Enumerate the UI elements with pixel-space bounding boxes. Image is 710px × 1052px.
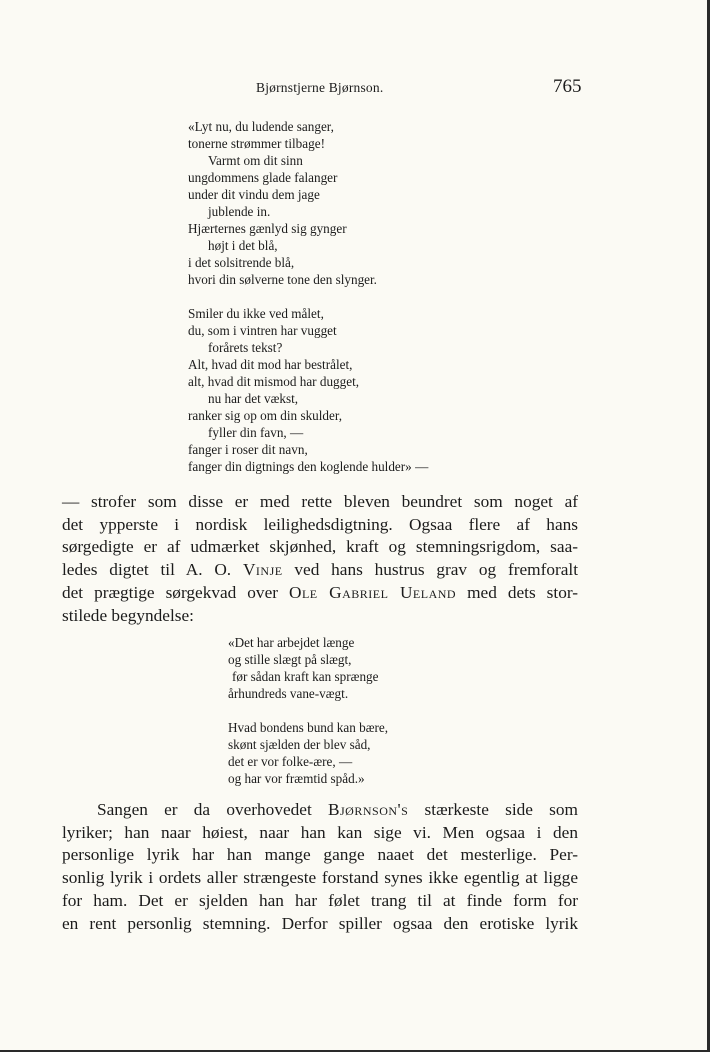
small-caps-name: Vinje [242, 560, 283, 580]
poem-line: jublende in. [208, 204, 271, 219]
text-line [62, 514, 578, 537]
poem-line: du, som i vintren har vugget [188, 323, 337, 338]
poem-line: tonerne strømmer tilbage! [188, 136, 325, 151]
text-line [62, 582, 578, 605]
poem-line: før sådan kraft kan sprænge [232, 669, 379, 684]
text-segment: — strofer som disse er med rette bleven beundret som noget af [62, 492, 578, 511]
text-line [62, 890, 578, 913]
text-line [62, 844, 578, 867]
poem-line: Varmt om dit sinn [208, 153, 303, 168]
small-caps-name: Bjørnson's [327, 800, 409, 819]
poem-line: ungdommens glade falanger [188, 170, 338, 185]
poem-stanza [188, 118, 428, 288]
text-segment: sørgedigte er af udmærket skjønhed, kraft og stemningsrigdom, saa- [62, 537, 578, 557]
text-segment: en rent personlig stemning. Derfor spiller ogsaa den erotiske lyrik [62, 913, 578, 933]
poem-line: nu har det vækst, [208, 391, 299, 406]
text-segment: sonlig lyrik i ordets aller strængeste forstand synes ikke egentlig at ligge [62, 868, 578, 888]
poem-line: og stille slægt på slægt, [228, 652, 352, 667]
poem-line: Hjærternes gænlyd sig gynger [188, 221, 347, 236]
text-segment: det ypperste i nordisk leilighedsdigtning. Ogsaa flere af hans [62, 514, 578, 534]
text-segment: med dets stor- [456, 582, 579, 602]
poem-line: forårets tekst? [208, 340, 283, 355]
text-line [62, 491, 578, 514]
text-line [62, 867, 578, 890]
poem-quote-1 [188, 118, 428, 492]
poem-line: i det solsitrende blå, [188, 255, 295, 270]
poem-line: under dit vindu dem jage [188, 187, 320, 202]
text-segment: personlige lyrik har han mange gange naaet det mesterlige. Per- [62, 845, 578, 865]
text-segment: stærkeste side som [408, 800, 578, 819]
paragraph-2 [62, 799, 578, 935]
poem-line: Hvad bondens bund kan bære, [228, 720, 389, 735]
poem-line: Smiler du ikke ved målet, [188, 306, 324, 321]
text-line [62, 913, 578, 936]
text-line [62, 559, 578, 582]
text-segment: ledes digtet til A. O. [62, 560, 243, 580]
poem-line: højt i det blå, [208, 238, 278, 253]
text-segment: for ham. Det er sjelden han har følet trang til at finde form for [62, 890, 578, 910]
poem-line: fanger din digtnings den koglende hulder» — [188, 459, 429, 474]
poem-line: fanger i roser dit navn, [188, 442, 308, 457]
poem-line: det er vor folke-ære, — [228, 754, 353, 769]
poem-line: Alt, hvad dit mod har bestrålet, [188, 357, 353, 372]
text-segment: stilede begyndelse: [62, 605, 194, 625]
text-segment: ved hans hustrus grav og fremforalt [282, 560, 579, 580]
text-segment: Sangen er da overhovedet [97, 800, 328, 819]
poem-quote-2 [228, 634, 388, 804]
poem-stanza [228, 719, 388, 787]
poem-line: «Det har arbejdet længe [228, 635, 355, 650]
poem-stanza [228, 634, 388, 702]
text-line [62, 822, 578, 845]
poem-line: og har vor fræmtid spåd.» [228, 771, 365, 786]
poem-stanza [188, 305, 428, 475]
text-segment: lyriker; han naar høiest, naar han kan sige vi. Men ogsaa i den [62, 822, 578, 842]
poem-line: ranker sig op om din skulder, [188, 408, 343, 423]
running-title: Bjørnstjerne Bjørnson. [256, 80, 384, 95]
text-line [62, 605, 578, 628]
text-line [62, 799, 578, 822]
paragraph-1 [62, 491, 578, 627]
poem-line: århundreds vane-vægt. [228, 686, 349, 701]
poem-line: hvori din sølverne tone den slynger. [188, 272, 377, 287]
small-caps-name: Ole Gabriel Ueland [289, 582, 457, 602]
poem-line: alt, hvad dit mismod har dugget, [188, 374, 360, 389]
text-segment: det prægtige sørgekvad over [62, 582, 289, 602]
page-number: 765 [553, 76, 582, 97]
text-line [62, 536, 578, 559]
poem-line: skønt sjælden der blev såd, [228, 737, 371, 752]
poem-line: fyller din favn, — [208, 425, 304, 440]
poem-line: «Lyt nu, du ludende sanger, [188, 119, 334, 134]
